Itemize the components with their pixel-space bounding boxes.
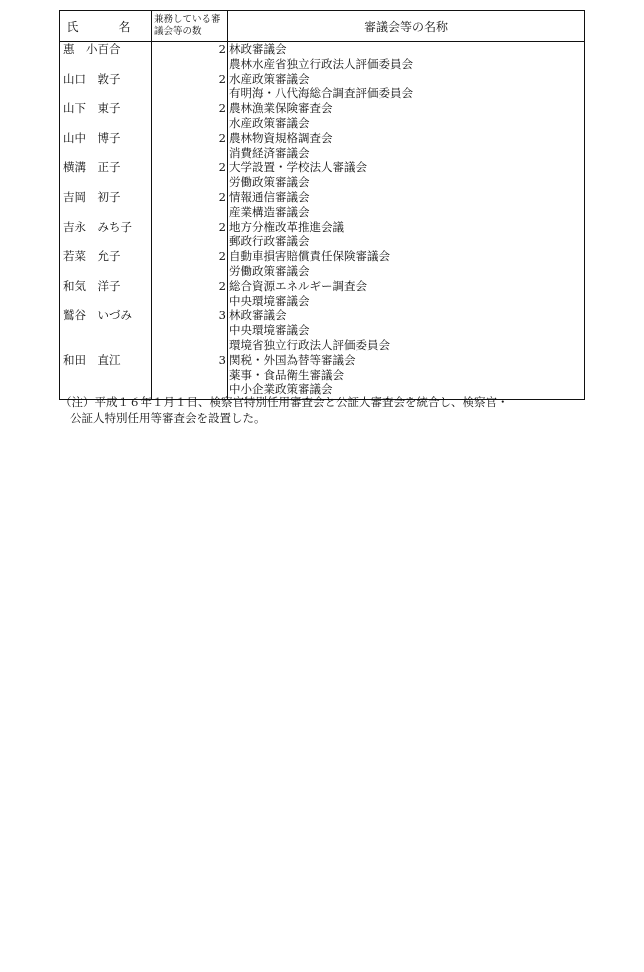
- council-list: [228, 220, 585, 250]
- member-name: 和田 直江: [60, 353, 152, 400]
- header-count-line1: 兼務している審: [154, 14, 221, 25]
- council-name: 林政審議会: [229, 42, 287, 56]
- council-name: 労働政策審議会: [229, 263, 310, 278]
- header-name: 氏 名: [60, 11, 152, 42]
- member-name: 惠 小百合: [60, 42, 152, 72]
- table-row: [60, 249, 585, 279]
- council-list: [228, 353, 585, 400]
- council-name: 水産政策審議会: [229, 71, 310, 86]
- council-count: 2: [152, 72, 228, 102]
- council-name: 産業構造審議会: [229, 204, 310, 219]
- council-count: 2: [152, 190, 228, 220]
- council-count: 2: [152, 160, 228, 190]
- council-name: 薬事・食品衛生審議会: [229, 367, 344, 382]
- council-list: [228, 42, 585, 72]
- member-name: 山口 敦子: [60, 72, 152, 102]
- council-count: 2: [152, 131, 228, 161]
- member-name: 山中 博子: [60, 131, 152, 161]
- header-council: 審議会等の名称: [228, 11, 585, 42]
- council-list: [228, 131, 585, 161]
- council-count: 3: [152, 353, 228, 400]
- member-name: 若菜 允子: [60, 249, 152, 279]
- council-count: 2: [152, 42, 228, 72]
- member-name: 鷲谷 いづみ: [60, 308, 152, 352]
- council-name: 大学設置・学校法人審議会: [229, 160, 367, 175]
- header-count-line2: 議会等の数: [154, 26, 202, 37]
- table-row: [60, 101, 585, 131]
- council-name: 中央環境審議会: [229, 293, 310, 308]
- council-list: [228, 190, 585, 220]
- member-name: 和気 洋子: [60, 279, 152, 309]
- footnote-line-2: 公証人特別任用等審査会を設置した。: [70, 411, 266, 425]
- council-membership-table: [59, 10, 585, 400]
- council-name: 農林漁業保険審査会: [229, 101, 333, 116]
- council-count: 2: [152, 101, 228, 131]
- table-row: [60, 220, 585, 250]
- council-list: [228, 249, 585, 279]
- council-name: 林政審議会: [229, 308, 287, 323]
- council-name: 郵政行政審議会: [229, 234, 310, 249]
- council-list: [228, 101, 585, 131]
- council-name: 中央環境審議会: [229, 323, 310, 338]
- footnote-line-1: （注）平成１６年１月１日、検察官特別任用審査会と公証人審査会を統合し、検察官・: [60, 395, 509, 409]
- member-name: 吉永 みち子: [60, 220, 152, 250]
- council-count: 3: [152, 308, 228, 352]
- member-name: 横溝 正子: [60, 160, 152, 190]
- council-count: 2: [152, 279, 228, 309]
- footnote: [60, 394, 600, 426]
- council-name: 消費経済審議会: [229, 145, 310, 160]
- council-name: 自動車損害賠償責任保険審議会: [229, 249, 390, 264]
- table-row: [60, 131, 585, 161]
- table-header-row: [60, 11, 585, 42]
- council-name: 中小企業政策審議会: [229, 382, 333, 397]
- council-name: 農林水産省独立行政法人評価委員会: [229, 56, 413, 71]
- table-row: [60, 190, 585, 220]
- council-list: [228, 308, 585, 352]
- council-name: 地方分権改革推進会議: [229, 219, 344, 234]
- table-body: [60, 42, 585, 400]
- council-name: 有明海・八代海総合調査評価委員会: [229, 86, 413, 101]
- member-name: 吉岡 初子: [60, 190, 152, 220]
- member-name: 山下 東子: [60, 101, 152, 131]
- council-name: 労働政策審議会: [229, 175, 310, 190]
- council-name: 農林物資規格調査会: [229, 130, 333, 145]
- header-count: [152, 11, 228, 42]
- council-name: 関税・外国為替等審議会: [229, 352, 356, 367]
- table-row: [60, 353, 585, 400]
- table-row: [60, 308, 585, 352]
- council-count: 2: [152, 249, 228, 279]
- council-list: [228, 72, 585, 102]
- table-row: [60, 42, 585, 72]
- council-name: 水産政策審議会: [229, 115, 310, 130]
- table-row: [60, 279, 585, 309]
- council-name: 総合資源エネルギー調査会: [229, 278, 367, 293]
- council-name: 環境省独立行政法人評価委員会: [229, 337, 390, 352]
- table-row: [60, 72, 585, 102]
- council-name: 情報通信審議会: [229, 189, 310, 204]
- council-list: [228, 279, 585, 309]
- council-list: [228, 160, 585, 190]
- council-count: 2: [152, 220, 228, 250]
- table-row: [60, 160, 585, 190]
